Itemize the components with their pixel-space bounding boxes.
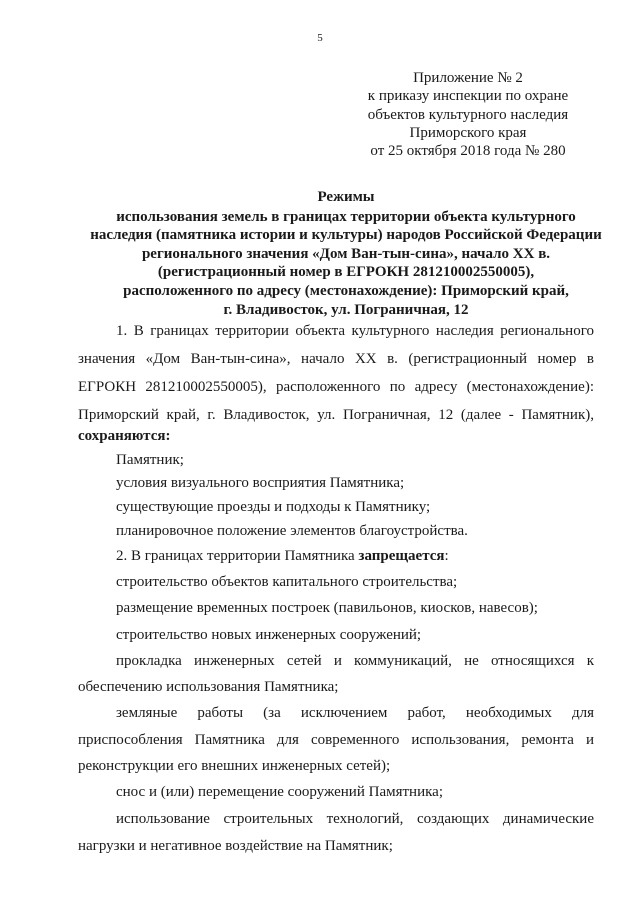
prohibited-item-cont: приспособления Памятника для современного использования, ремонта и <box>78 732 594 748</box>
title-line: использования земель в границах территории объекта культурного <box>116 208 576 225</box>
prohibited-item: земляные работы (за исключением работ, необходимых для <box>116 705 594 721</box>
appendix-line: от 25 октября 2018 года № 280 <box>370 143 566 160</box>
page-number: 5 <box>317 32 323 44</box>
prohibited-item-cont: нагрузки и негативное воздействие на Памятник; <box>78 838 393 854</box>
prohibited-item: прокладка инженерных сетей и коммуникаций, не относящихся к <box>116 653 594 669</box>
appendix-line: объектов культурного наследия <box>367 106 569 123</box>
appendix-line: Приморского края <box>409 124 527 141</box>
prohibited-item-cont: реконструкции его внешних инженерных сетей); <box>78 758 391 774</box>
prohibited-item: снос и (или) перемещение сооружений Памятника; <box>116 784 443 800</box>
appendix-header <box>318 69 618 160</box>
paragraph-1-line: ЕГРОКН 281210002550005), расположенного по адресу (местонахождение): <box>78 379 594 395</box>
prohibited-item: размещение временных построек (павильонов, киосков, навесов); <box>116 600 538 616</box>
title-line: регионального значения «Дом Ван-тын-сина», начало XX в. <box>141 245 551 262</box>
appendix-line: Приложение № 2 <box>413 70 523 86</box>
preserved-item: условия визуального восприятия Памятника; <box>116 475 405 491</box>
preserved-item: существующие проезды и подходы к Памятнику; <box>116 499 431 515</box>
paragraph-2-suffix: : <box>444 548 449 564</box>
paragraph-2-keyword: запрещается <box>358 548 445 564</box>
paragraph-1-line: Приморский край, г. Владивосток, ул. Пограничная, 12 (далее - Памятник), <box>78 407 594 423</box>
paragraph-1-end: сохраняются: <box>78 428 171 444</box>
preserved-item: планировочное положение элементов благоустройства. <box>116 523 468 539</box>
title-line: г. Владивосток, ул. Пограничная, 12 <box>223 301 469 318</box>
paragraph-2 <box>116 547 594 565</box>
paragraph-2-prefix: 2. В границах территории Памятника <box>116 548 359 564</box>
title-line: наследия (памятника истории и культуры) народов Российской Федерации <box>90 227 602 244</box>
prohibited-item: использование строительных технологий, создающих динамические <box>116 811 594 827</box>
title-heading: Режимы <box>317 189 375 205</box>
prohibited-item: строительство новых инженерных сооружений; <box>116 627 422 643</box>
document-title <box>66 188 626 319</box>
paragraph-1-line: значения «Дом Ван-тын-сина», начало XX в. (регистрационный номер в <box>78 351 594 367</box>
appendix-line: к приказу инспекции по охране <box>367 88 569 105</box>
prohibited-item-cont: обеспечению использования Памятника; <box>78 679 339 695</box>
preserved-item: Памятник; <box>116 452 184 468</box>
paragraph-1-line: 1. В границах территории объекта культурного наследия регионального <box>116 323 594 339</box>
prohibited-item: строительство объектов капитального строительства; <box>116 574 458 590</box>
title-line: расположенного по адресу (местонахождение): Приморский край, <box>123 282 569 299</box>
title-line: (регистрационный номер в ЕГРОКН 281210002550005), <box>157 264 535 281</box>
